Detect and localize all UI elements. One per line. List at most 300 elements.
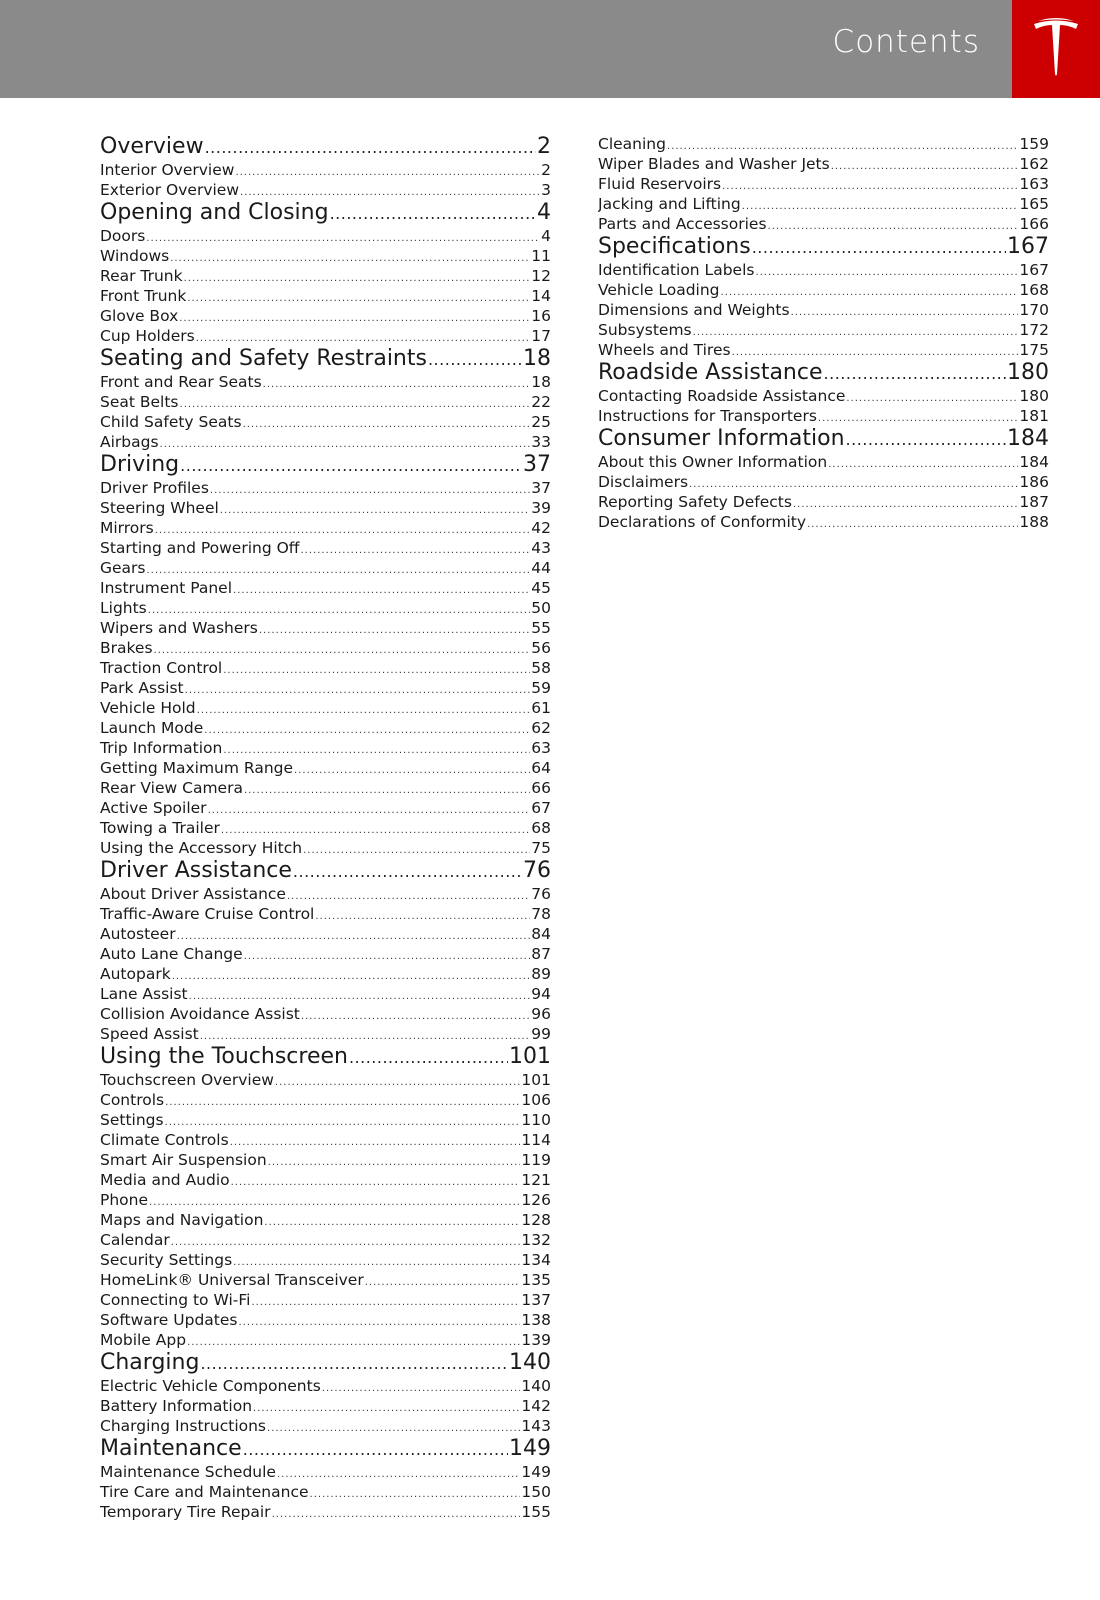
page-title: Contents (832, 24, 980, 60)
dot-leader (263, 372, 531, 392)
toc-entry-getting-maximum-range[interactable] (100, 758, 551, 778)
toc-section-consumer-information[interactable] (598, 426, 1049, 452)
toc-page-number: 76 (523, 858, 551, 883)
toc-entry-interior-overview[interactable] (100, 160, 551, 180)
toc-entry-touchscreen-overview[interactable] (100, 1070, 551, 1090)
toc-title: Overview (100, 134, 204, 159)
toc-page-number: 37 (523, 452, 551, 477)
dot-leader (208, 798, 531, 818)
dot-leader (287, 884, 530, 904)
toc-entry-lights[interactable] (100, 598, 551, 618)
toc-title: Front Trunk (100, 287, 187, 305)
toc-entry-airbags[interactable] (100, 432, 551, 452)
toc-entry-instructions-for-transporters[interactable] (598, 406, 1049, 426)
toc-title: Getting Maximum Range (100, 759, 294, 777)
toc-title: Gears (100, 559, 146, 577)
toc-title: Disclaimers (598, 473, 689, 491)
toc-entry-calendar[interactable] (100, 1230, 551, 1250)
toc-page-number: 175 (1019, 341, 1049, 359)
toc-entry-about-driver-assistance[interactable] (100, 884, 551, 904)
toc-page-number: 150 (521, 1483, 551, 1501)
toc-section-roadside-assistance[interactable] (598, 360, 1049, 386)
dot-leader (230, 1130, 521, 1150)
toc-page-number: 101 (521, 1071, 551, 1089)
toc-page-number: 58 (531, 659, 551, 677)
dot-leader (172, 964, 531, 984)
dot-leader (197, 698, 531, 718)
dot-leader (689, 472, 1018, 492)
toc-title: Touchscreen Overview (100, 1071, 274, 1089)
toc-page-number: 165 (1019, 195, 1049, 213)
toc-page-number: 99 (531, 1025, 551, 1043)
dot-leader (831, 154, 1019, 174)
toc-title: Software Updates (100, 1311, 238, 1329)
toc-page-number: 184 (1007, 426, 1049, 451)
dot-leader (264, 1210, 520, 1230)
toc-entry-steering-wheel[interactable] (100, 498, 551, 518)
toc-page-number: 44 (531, 559, 551, 577)
toc-title: Doors (100, 227, 146, 245)
toc-page-number: 140 (509, 1350, 551, 1375)
dot-leader (233, 1250, 520, 1270)
toc-page-number: 2 (541, 161, 551, 179)
toc-entry-trip-information[interactable] (100, 738, 551, 758)
toc-page-number: 37 (531, 479, 551, 497)
toc-page-number: 22 (531, 393, 551, 411)
toc-entry-child-safety-seats[interactable] (100, 412, 551, 432)
toc-entry-traction-control[interactable] (100, 658, 551, 678)
toc-entry-windows[interactable] (100, 246, 551, 266)
toc-entry-autosteer[interactable] (100, 924, 551, 944)
toc-entry-reporting-safety-defects[interactable] (598, 492, 1049, 512)
toc-title: Rear View Camera (100, 779, 243, 797)
toc-title: Fluid Reservoirs (598, 175, 722, 193)
toc-title: Maintenance (100, 1436, 242, 1461)
dot-leader (807, 512, 1018, 532)
toc-title: Electric Vehicle Components (100, 1377, 321, 1395)
dot-leader (200, 1350, 508, 1376)
toc-entry-towing-a-trailer[interactable] (100, 818, 551, 838)
dot-leader (752, 234, 1006, 260)
toc-page-number: 180 (1019, 387, 1049, 405)
toc-page-number: 2 (537, 134, 551, 159)
toc-entry-charging-instructions[interactable] (100, 1416, 551, 1436)
toc-entry-mirrors[interactable] (100, 518, 551, 538)
toc-page-number: 64 (531, 759, 551, 777)
toc-page-number: 186 (1019, 473, 1049, 491)
dot-leader (791, 300, 1019, 320)
dot-leader (149, 1190, 520, 1210)
toc-section-maintenance[interactable] (100, 1436, 551, 1462)
toc-entry-active-spoiler[interactable] (100, 798, 551, 818)
toc-entry-lane-assist[interactable] (100, 984, 551, 1004)
dot-leader (205, 134, 536, 160)
dot-leader (846, 426, 1006, 452)
toc-title: Lane Assist (100, 985, 188, 1003)
toc-page-number: 139 (521, 1331, 551, 1349)
toc-title: Maps and Navigation (100, 1211, 264, 1229)
toc-entry-rear-trunk[interactable] (100, 266, 551, 286)
toc-entry-driver-profiles[interactable] (100, 478, 551, 498)
toc-page-number: 55 (531, 619, 551, 637)
toc-entry-vehicle-hold[interactable] (100, 698, 551, 718)
toc-page-number: 106 (521, 1091, 551, 1109)
toc-title: Wipers and Washers (100, 619, 258, 637)
toc-title: Specifications (598, 234, 751, 259)
toc-title: Smart Air Suspension (100, 1151, 267, 1169)
dot-leader (349, 1044, 508, 1070)
toc-title: Climate Controls (100, 1131, 229, 1149)
toc-title: Interior Overview (100, 161, 235, 179)
toc-entry-wheels-and-tires[interactable] (598, 340, 1049, 360)
dot-leader (160, 432, 531, 452)
toc-entry-auto-lane-change[interactable] (100, 944, 551, 964)
dot-leader (303, 838, 530, 858)
toc-entry-maintenance-schedule[interactable] (100, 1462, 551, 1482)
toc-entry-disclaimers[interactable] (598, 472, 1049, 492)
toc-title: About Driver Assistance (100, 885, 286, 903)
dot-leader (238, 1310, 520, 1330)
toc-entry-maps-and-navigation[interactable] (100, 1210, 551, 1230)
toc-title: Driving (100, 452, 180, 477)
toc-title: Trip Information (100, 739, 223, 757)
toc-page-number: 17 (531, 327, 551, 345)
dot-leader (828, 452, 1018, 472)
dot-leader (277, 1462, 520, 1482)
toc-entry-park-assist[interactable] (100, 678, 551, 698)
toc-title: Child Safety Seats (100, 413, 242, 431)
toc-entry-exterior-overview[interactable] (100, 180, 551, 200)
toc-page-number: 94 (531, 985, 551, 1003)
toc-title: Front and Rear Seats (100, 373, 262, 391)
toc-title: Autopark (100, 965, 171, 983)
toc-page-number: 128 (521, 1211, 551, 1229)
toc-title: Reporting Safety Defects (598, 493, 792, 511)
toc-page-number: 101 (509, 1044, 551, 1069)
toc-section-opening-and-closing[interactable] (100, 200, 551, 226)
dot-leader (165, 1110, 521, 1130)
toc-entry-mobile-app[interactable] (100, 1330, 551, 1350)
toc-entry-about-this-owner-information[interactable] (598, 452, 1049, 472)
dot-leader (210, 478, 530, 498)
toc-page-number: 188 (1019, 513, 1049, 531)
toc-entry-jacking-and-lifting[interactable] (598, 194, 1049, 214)
toc-entry-wipers-and-washers[interactable] (100, 618, 551, 638)
tesla-logo-icon (1032, 18, 1080, 78)
dot-leader (272, 1502, 521, 1522)
dot-leader (220, 498, 530, 518)
toc-title: Cleaning (598, 135, 666, 153)
toc-page-number: 84 (531, 925, 551, 943)
toc-page-number: 149 (509, 1436, 551, 1461)
dot-leader (301, 538, 531, 558)
dot-leader (154, 638, 531, 658)
dot-leader (187, 286, 530, 306)
toc-entry-security-settings[interactable] (100, 1250, 551, 1270)
toc-entry-instrument-panel[interactable] (100, 578, 551, 598)
toc-entry-vehicle-loading[interactable] (598, 280, 1049, 300)
dot-leader (221, 818, 530, 838)
toc-page-number: 63 (531, 739, 551, 757)
toc-page-number: 149 (521, 1463, 551, 1481)
toc-title: Mirrors (100, 519, 154, 537)
toc-entry-smart-air-suspension[interactable] (100, 1150, 551, 1170)
dot-leader (196, 326, 531, 346)
toc-page-number: 155 (521, 1503, 551, 1521)
toc-page-number: 181 (1019, 407, 1049, 425)
toc-entry-media-and-audio[interactable] (100, 1170, 551, 1190)
toc-entry-cleaning[interactable] (598, 134, 1049, 154)
dot-leader (330, 200, 536, 226)
toc-entry-brakes[interactable] (100, 638, 551, 658)
toc-title: Using the Touchscreen (100, 1044, 348, 1069)
dot-leader (233, 578, 530, 598)
toc-title: Phone (100, 1191, 149, 1209)
toc-page-number: 56 (531, 639, 551, 657)
toc-page-number: 14 (531, 287, 551, 305)
dot-leader (177, 924, 531, 944)
toc-section-driving[interactable] (100, 452, 551, 478)
dot-leader (268, 1150, 521, 1170)
toc-title: Battery Information (100, 1397, 253, 1415)
dot-leader (148, 598, 531, 618)
toc-page-number: 12 (531, 267, 551, 285)
dot-leader (165, 1090, 520, 1110)
toc-entry-fluid-reservoirs[interactable] (598, 174, 1049, 194)
toc-title: Starting and Powering Off (100, 539, 300, 557)
toc-title: Seat Belts (100, 393, 179, 411)
dot-leader (235, 160, 540, 180)
toc-title: Exterior Overview (100, 181, 240, 199)
toc-entry-front-trunk[interactable] (100, 286, 551, 306)
toc-page-number: 110 (521, 1111, 551, 1129)
toc-entry-launch-mode[interactable] (100, 718, 551, 738)
dot-leader (315, 904, 530, 924)
toc-title: Consumer Information (598, 426, 845, 451)
toc-entry-controls[interactable] (100, 1090, 551, 1110)
toc-entry-temporary-tire-repair[interactable] (100, 1502, 551, 1522)
toc-page-number: 33 (531, 433, 551, 451)
toc-entry-connecting-to-wi-fi[interactable] (100, 1290, 551, 1310)
dot-leader (240, 180, 540, 200)
dot-leader (310, 1482, 521, 1502)
toc-title: Towing a Trailer (100, 819, 220, 837)
toc-title: Wheels and Tires (598, 341, 731, 359)
toc-entry-wiper-blades-and-washer-jets[interactable] (598, 154, 1049, 174)
toc-section-charging[interactable] (100, 1350, 551, 1376)
toc-title: Brakes (100, 639, 153, 657)
dot-leader (223, 658, 530, 678)
toc-title: Windows (100, 247, 170, 265)
dot-leader (189, 984, 531, 1004)
toc-title: Security Settings (100, 1251, 233, 1269)
toc-entry-speed-assist[interactable] (100, 1024, 551, 1044)
toc-title: Vehicle Loading (598, 281, 720, 299)
toc-page-number: 62 (531, 719, 551, 737)
toc-entry-doors[interactable] (100, 226, 551, 246)
dot-leader (147, 558, 531, 578)
dot-leader (293, 858, 522, 884)
toc-title: Traction Control (100, 659, 223, 677)
toc-entry-collision-avoidance-assist[interactable] (100, 1004, 551, 1024)
toc-page-number: 16 (531, 307, 551, 325)
toc-page-number: 96 (531, 1005, 551, 1023)
toc-title: Identification Labels (598, 261, 755, 279)
toc-title: Charging Instructions (100, 1417, 267, 1435)
toc-title: Seating and Safety Restraints (100, 346, 427, 371)
dot-leader (275, 1070, 520, 1090)
toc-page-number: 163 (1019, 175, 1049, 193)
toc-page-number: 66 (531, 779, 551, 797)
toc-entry-gears[interactable] (100, 558, 551, 578)
dot-leader (146, 226, 540, 246)
toc-page-number: 166 (1019, 215, 1049, 233)
dot-leader (259, 618, 530, 638)
dot-leader (184, 266, 531, 286)
toc-title: Instructions for Transporters (598, 407, 817, 425)
dot-leader (824, 360, 1006, 386)
dot-leader (253, 1396, 520, 1416)
toc-page-number: 184 (1019, 453, 1049, 471)
toc-page-number: 162 (1019, 155, 1049, 173)
header-bar (0, 0, 1012, 98)
toc-title: About this Owner Information (598, 453, 828, 471)
toc-title: Driver Profiles (100, 479, 209, 497)
toc-page-number: 89 (531, 965, 551, 983)
dot-leader (180, 452, 522, 478)
dot-leader (793, 492, 1018, 512)
toc-title: Glove Box (100, 307, 179, 325)
toc-page-number: 170 (1019, 301, 1049, 319)
toc-page-number: 126 (521, 1191, 551, 1209)
dot-leader (200, 1024, 531, 1044)
toc-section-driver-assistance[interactable] (100, 858, 551, 884)
dot-leader (170, 246, 530, 266)
toc-title: Mobile App (100, 1331, 187, 1349)
toc-page-number: 4 (541, 227, 551, 245)
toc-title: Temporary Tire Repair (100, 1503, 271, 1521)
toc-entry-using-the-accessory-hitch[interactable] (100, 838, 551, 858)
toc-section-seating-and-safety-restraints[interactable] (100, 346, 551, 372)
dot-leader (187, 1330, 520, 1350)
toc-entry-settings[interactable] (100, 1110, 551, 1130)
toc-title: Subsystems (598, 321, 692, 339)
toc-page-number: 76 (531, 885, 551, 903)
toc-title: Driver Assistance (100, 858, 292, 883)
toc-page-number: 3 (541, 181, 551, 199)
toc-title: Auto Lane Change (100, 945, 243, 963)
toc-page-number: 18 (531, 373, 551, 391)
toc-entry-declarations-of-conformity[interactable] (598, 512, 1049, 532)
toc-title: Instrument Panel (100, 579, 233, 597)
toc-entry-seat-belts[interactable] (100, 392, 551, 412)
toc-entry-parts-and-accessories[interactable] (598, 214, 1049, 234)
toc-right-column (598, 134, 1049, 532)
toc-page-number: 132 (521, 1231, 551, 1249)
toc-page-number: 172 (1019, 321, 1049, 339)
toc-page-number: 135 (521, 1271, 551, 1289)
toc-entry-traffic-aware-cruise-control[interactable] (100, 904, 551, 924)
toc-page-number: 168 (1019, 281, 1049, 299)
toc-entry-identification-labels[interactable] (598, 260, 1049, 280)
toc-page-number: 4 (537, 200, 551, 225)
toc-title: Autosteer (100, 925, 176, 943)
toc-title: Charging (100, 1350, 200, 1375)
toc-entry-front-and-rear-seats[interactable] (100, 372, 551, 392)
toc-title: Vehicle Hold (100, 699, 196, 717)
toc-page-number: 121 (521, 1171, 551, 1189)
toc-entry-software-updates[interactable] (100, 1310, 551, 1330)
toc-section-specifications[interactable] (598, 234, 1049, 260)
dot-leader (721, 280, 1019, 300)
toc-title: Speed Assist (100, 1025, 199, 1043)
dot-leader (846, 386, 1018, 406)
toc-title: Active Spoiler (100, 799, 207, 817)
toc-page-number: 87 (531, 945, 551, 963)
toc-page-number: 138 (521, 1311, 551, 1329)
toc-entry-starting-and-powering-off[interactable] (100, 538, 551, 558)
dot-leader (818, 406, 1018, 426)
dot-leader (755, 260, 1018, 280)
toc-entry-subsystems[interactable] (598, 320, 1049, 340)
toc-entry-electric-vehicle-components[interactable] (100, 1376, 551, 1396)
toc-entry-cup-holders[interactable] (100, 326, 551, 346)
dot-leader (267, 1416, 520, 1436)
toc-entry-dimensions-and-weights[interactable] (598, 300, 1049, 320)
toc-page-number: 11 (531, 247, 551, 265)
toc-title: Parts and Accessories (598, 215, 767, 233)
toc-title: Opening and Closing (100, 200, 329, 225)
dot-leader (693, 320, 1019, 340)
toc-page-number: 61 (531, 699, 551, 717)
dot-leader (244, 944, 531, 964)
toc-title: Dimensions and Weights (598, 301, 790, 319)
toc-entry-battery-information[interactable] (100, 1396, 551, 1416)
toc-page-number: 42 (531, 519, 551, 537)
toc-entry-homelink-universal-transceiver[interactable] (100, 1270, 551, 1290)
toc-page-number: 137 (521, 1291, 551, 1309)
toc-entry-glove-box[interactable] (100, 306, 551, 326)
toc-entry-rear-view-camera[interactable] (100, 778, 551, 798)
toc-section-overview[interactable] (100, 134, 551, 160)
toc-title: Connecting to Wi-Fi (100, 1291, 251, 1309)
dot-leader (768, 214, 1019, 234)
toc-page-number: 50 (531, 599, 551, 617)
toc-entry-tire-care-and-maintenance[interactable] (100, 1482, 551, 1502)
dot-leader (428, 346, 522, 372)
toc-entry-phone[interactable] (100, 1190, 551, 1210)
toc-title: Controls (100, 1091, 165, 1109)
dot-leader (244, 778, 530, 798)
toc-page-number: 143 (521, 1417, 551, 1435)
toc-title: Launch Mode (100, 719, 204, 737)
toc-entry-autopark[interactable] (100, 964, 551, 984)
toc-entry-climate-controls[interactable] (100, 1130, 551, 1150)
toc-title: Contacting Roadside Assistance (598, 387, 846, 405)
toc-page-number: 159 (1019, 135, 1049, 153)
toc-title: Media and Audio (100, 1171, 230, 1189)
toc-entry-contacting-roadside-assistance[interactable] (598, 386, 1049, 406)
toc-page-number: 25 (531, 413, 551, 431)
toc-page-number: 119 (521, 1151, 551, 1169)
dot-leader (365, 1270, 521, 1290)
toc-title: Calendar (100, 1231, 170, 1249)
toc-title: Collision Avoidance Assist (100, 1005, 300, 1023)
toc-title: Declarations of Conformity (598, 513, 807, 531)
toc-section-using-the-touchscreen[interactable] (100, 1044, 551, 1070)
toc-title: Steering Wheel (100, 499, 219, 517)
tesla-logo (1012, 0, 1100, 98)
